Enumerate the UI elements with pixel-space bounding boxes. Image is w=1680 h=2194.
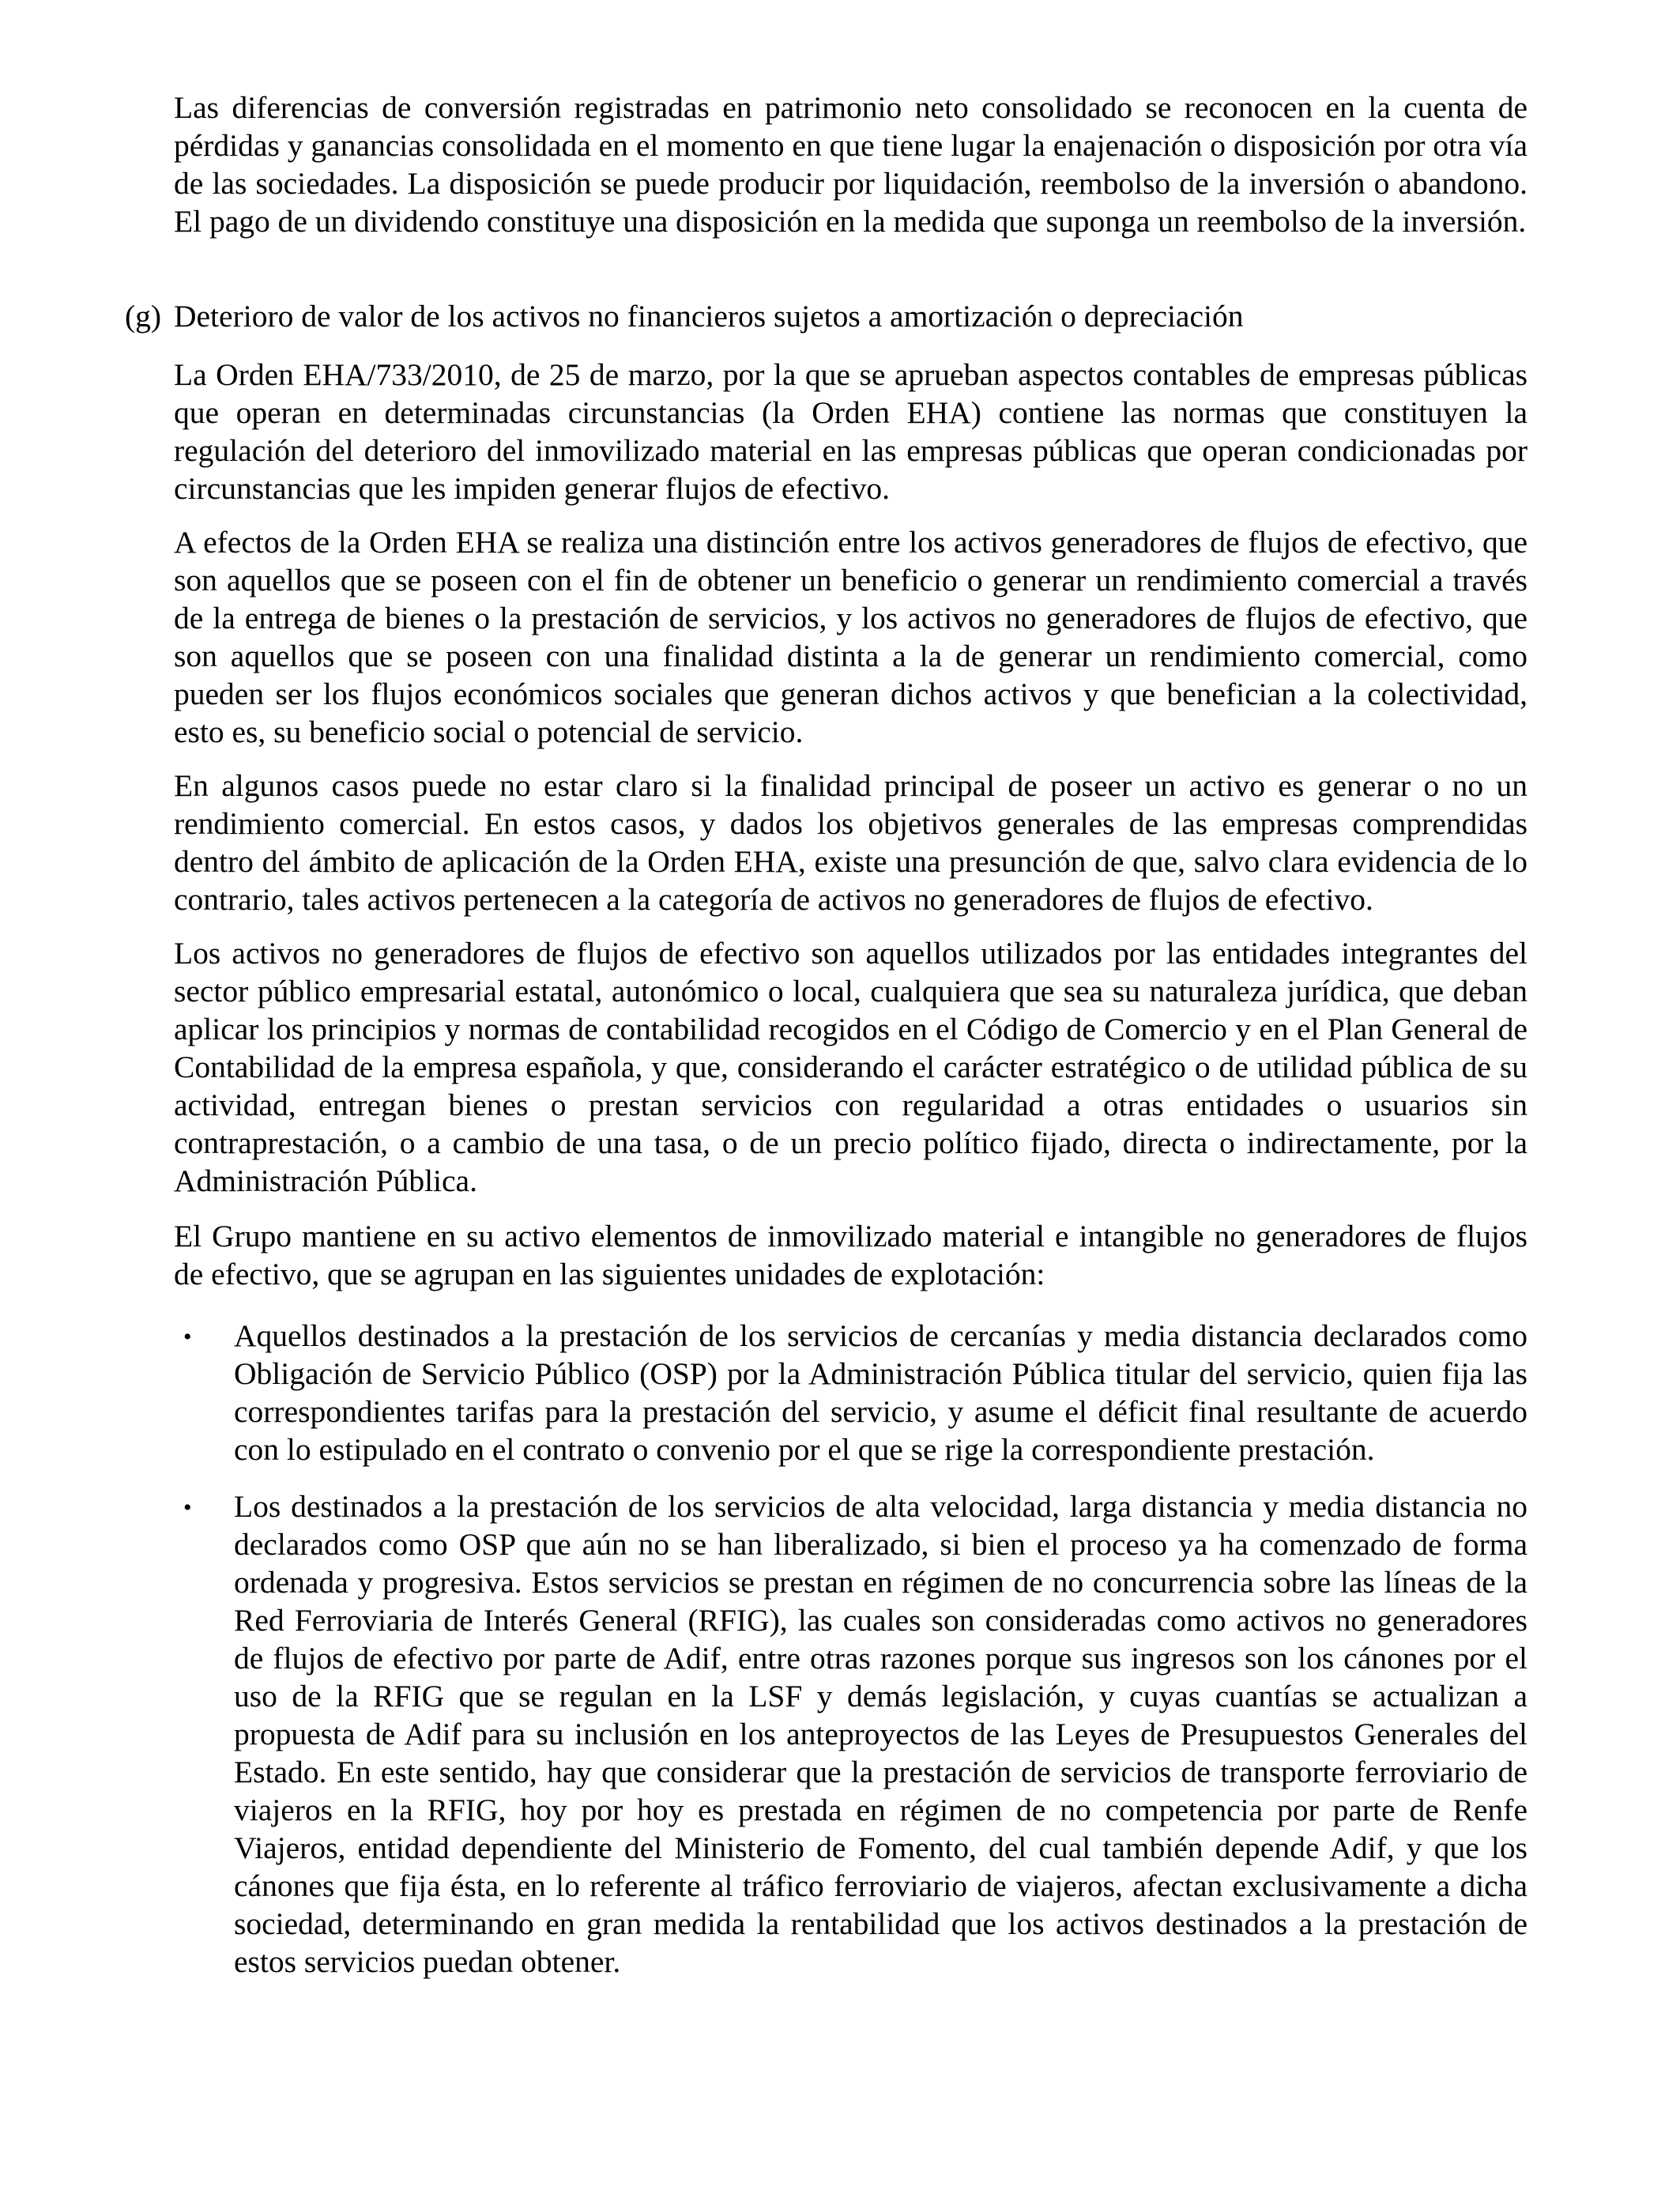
paragraph-activos-no-generadores: Los activos no generadores de flujos de efectivo son aquellos utilizados por las entidades integrantes del sector público empresarial estatal, autonómico o local, cualquiera que sea su naturaleza jurídica, que deban aplicar los principios y normas de contabilidad recogidos en el Código de Comercio y en el Plan General de Contabilidad de la empresa española, y que, considerando el carácter estratégico o de utilidad pública de su actividad, entregan bienes o prestan servicios con regularidad a otras entidades o usuarios sin contraprestación, o a cambio de una tasa, o de un precio político fijado, directa o indirectamente, por la Administración Pública. [174, 936, 1527, 1198]
paragraph-grupo-unidades: El Grupo mantiene en su activo elementos de inmovilizado material e intangible no generadores de flujos de efectivo, que se agrupan en las siguientes unidades de explotación: [174, 1219, 1527, 1291]
bullet-marker: • [183, 1324, 192, 1350]
section-marker: (g) [125, 299, 162, 334]
intro-paragraph: Las diferencias de conversión registradas en patrimonio neto consolidado se reconocen en la cuenta de pérdidas y ganancias consolidada en el momento en que tiene lugar la enajenación o disposición por otra vía de las sociedades. La disposición se puede producir por liquidación, reembolso de la inversión o abandono. El pago de un dividendo constituye una disposición en la medida que suponga un reembolso de la inversión. [174, 90, 1527, 239]
paragraph-distincion-activos: A efectos de la Orden EHA se realiza una distinción entre los activos generadores de flujos de efectivo, que son aquellos que se poseen con el fin de obtener un beneficio o generar un rendimiento comercial a través de la entrega de bienes o la prestación de servicios, y los activos no generadores de flujos de efectivo, que son aquellos que se poseen con una finalidad distinta a la de generar un rendimiento comercial, como pueden ser los flujos económicos sociales que generan dichos activos y que benefician a la colectividad, esto es, su beneficio social o potencial de servicio. [174, 525, 1527, 749]
paragraph-finalidad-principal: En algunos casos puede no estar claro si la finalidad principal de poseer un activo es generar o no un rendimiento comercial. En estos casos, y dados los objetivos generales de las empresas comprendidas dentro del ámbito de aplicación de la Orden EHA, existe una presunción de que, salvo clara evidencia de lo contrario, tales activos pertenecen a la categoría de activos no generadores de flujos de efectivo. [174, 768, 1527, 917]
bullet-marker: • [183, 1495, 192, 1521]
paragraph-orden-eha: La Orden EHA/733/2010, de 25 de marzo, por la que se aprueban aspectos contables de empresas públicas que operan en determinadas circunstancias (la Orden EHA) contiene las normas que constituyen la regulación del deterioro del inmovilizado material en las empresas públicas que operan condicionadas por circunstancias que les impiden generar flujos de efectivo. [174, 357, 1527, 506]
bullet-item-alta-velocidad: Los destinados a la prestación de los servicios de alta velocidad, larga distancia y media distancia no declarados como OSP que aún no se han liberalizado, si bien el proceso ya ha comenzado de forma ordenada y progresiva. Estos servicios se prestan en régimen de no concurrencia sobre las líneas de la Red Ferroviaria de Interés General (RFIG), las cuales son consideradas como activos no generadores de flujos de efectivo por parte de Adif, entre otras razones porque sus ingresos son los cánones por el uso de la RFIG que se regulan en la LSF y demás legislación, y cuyas cuantías se actualizan a propuesta de Adif para su inclusión en los anteproyectos de las Leyes de Presupuestos Generales del Estado. En este sentido, hay que considerar que la prestación de servicios de transporte ferroviario de viajeros en la RFIG, hoy por hoy es prestada en régimen de no competencia por parte de Renfe Viajeros, entidad dependiente del Ministerio de Fomento, del cual también depende Adif, y que los cánones que fija ésta, en lo referente al tráfico ferroviario de viajeros, afectan exclusivamente a dicha sociedad, determinando en gran medida la rentabilidad que los activos destinados a la prestación de estos servicios puedan obtener. [234, 1489, 1527, 1979]
section-title: Deterioro de valor de los activos no financieros sujetos a amortización o depreciación [174, 299, 1244, 334]
bullet-item-cercanias: Aquellos destinados a la prestación de los servicios de cercanías y media distancia declarados como Obligación de Servicio Público (OSP) por la Administración Pública titular del servicio, quien fija las correspondientes tarifas para la prestación del servicio, y asume el déficit final resultante de acuerdo con lo estipulado en el contrato o convenio por el que se rige la correspondiente prestación. [234, 1318, 1527, 1467]
section-heading [125, 297, 1547, 335]
